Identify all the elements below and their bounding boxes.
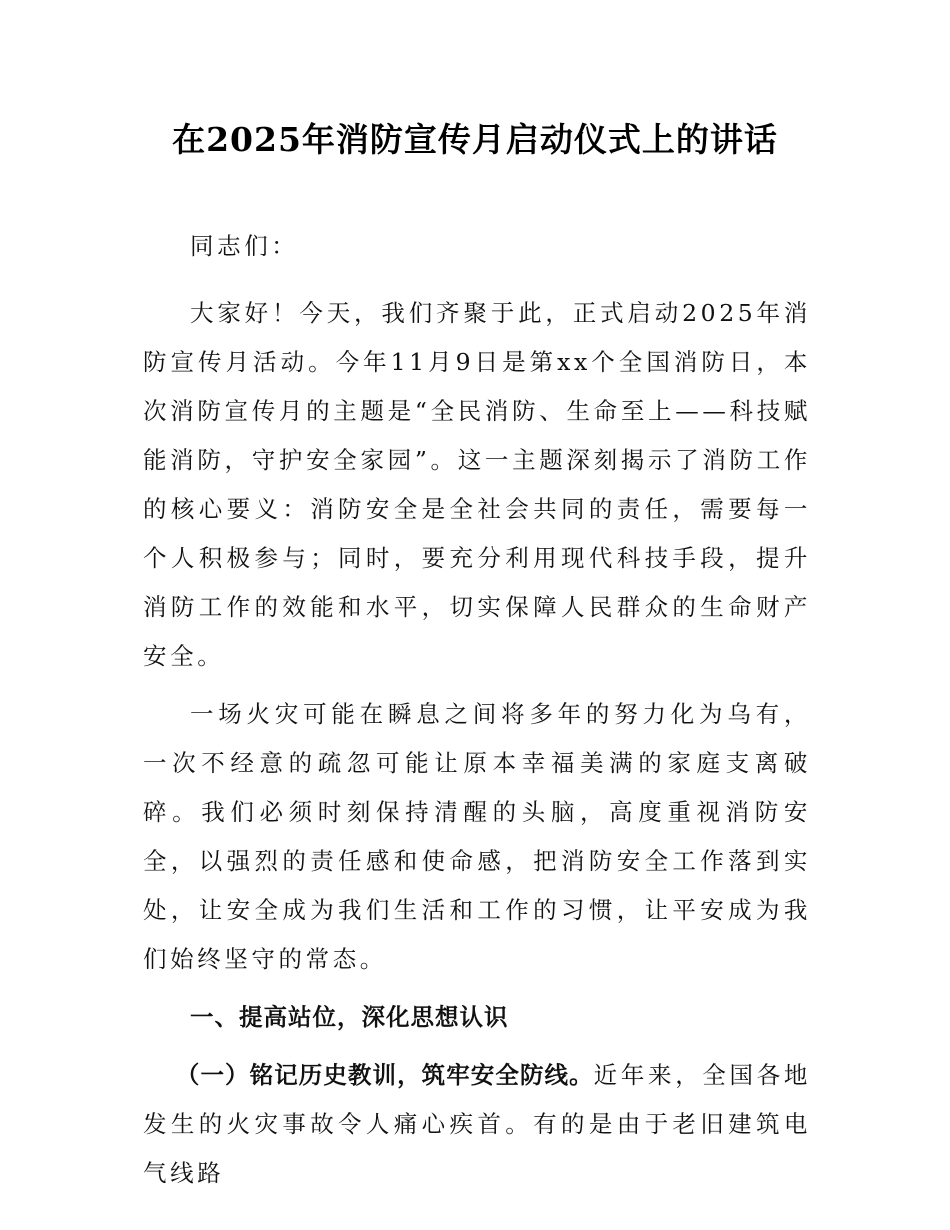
- salutation: 同志们：: [190, 232, 299, 260]
- document-body: [143, 222, 811, 1198]
- document-title: 在2025年消防宣传月启动仪式上的讲话: [172, 120, 778, 159]
- subsection-heading: （一）铭记历史教训，筑牢安全防线。: [175, 1061, 594, 1089]
- paragraph-intro: 大家好！今天，我们齐聚于此，正式启动2025年消防宣传月活动。今年11月9日是第xx个全国消防日，本次消防宣传月的主题是“全民消防、生命至上——科技赋能消防，守护安全家园”。这一主题深刻揭示了消防工作的核心要义：消防安全是全社会共同的责任，需要每一个人积极参与；同时，要充分利用现代科技手段，提升消防工作的效能和水平，切实保障人民群众的生命财产安全。: [143, 299, 811, 670]
- subsection-paragraph: [143, 1051, 811, 1198]
- subsection-text: 近年来，全国各地发生的火灾事故令人痛心疾首。有的是由于老旧建筑电气线路: [143, 1061, 811, 1187]
- paragraph-fire-warning: 一场火灾可能在瞬息之间将多年的努力化为乌有，一次不经意的疏忽可能让原本幸福美满的家庭支离破碎。我们必须时刻保持清醒的头脑，高度重视消防安全，以强烈的责任感和使命感，把消防安全工作落到实处，让安全成为我们生活和工作的习惯，让平安成为我们始终坚守的常态。: [143, 700, 811, 973]
- section-heading: 一、提高站位，深化思想认识: [190, 1003, 509, 1031]
